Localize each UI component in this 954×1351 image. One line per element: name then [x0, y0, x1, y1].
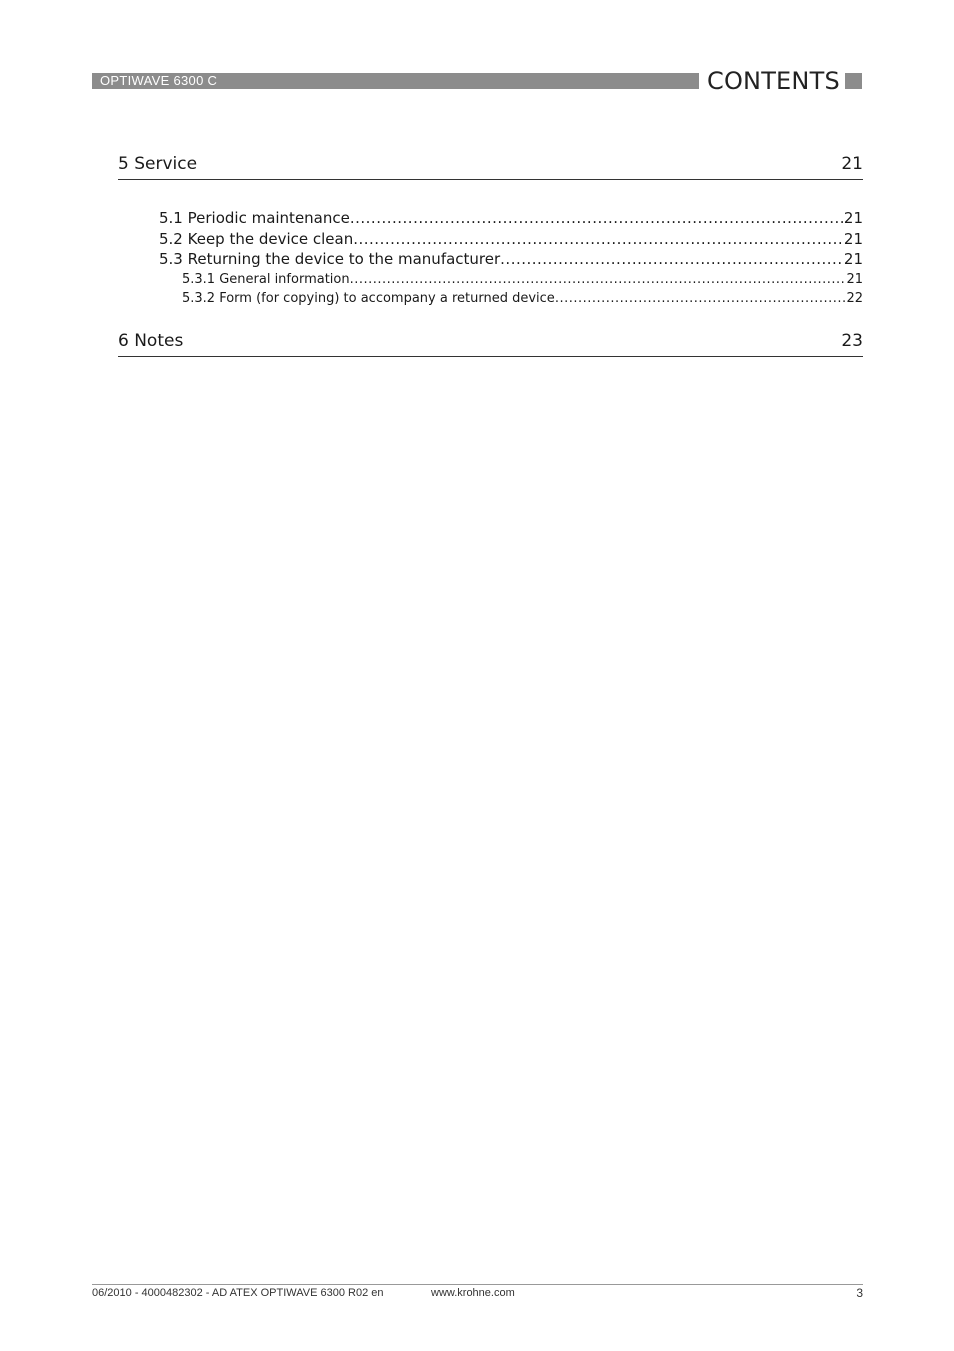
footer-website-link[interactable]: www.krohne.com: [431, 1287, 515, 1299]
header-square-marker: [845, 73, 862, 89]
toc-chapter-title: 6 Notes: [118, 331, 184, 351]
toc-entry-label: 5.1 Periodic maintenance: [159, 209, 350, 227]
dot-leader: [350, 271, 847, 289]
toc-chapter-page: 23: [841, 331, 863, 351]
toc-entry-5-3-1[interactable]: [182, 271, 863, 289]
toc-entry-label: 5.3.2 Form (for copying) to accompany a returned device: [182, 291, 555, 306]
toc-entry-label: 5.2 Keep the device clean: [159, 230, 354, 248]
toc-chapter-6[interactable]: [118, 330, 863, 357]
header-product-bar: [92, 73, 699, 89]
toc-chapter-title: 5 Service: [118, 154, 198, 174]
dot-leader: [500, 249, 844, 269]
header-section-title: CONTENTS: [707, 67, 840, 95]
toc-entry-5-1[interactable]: [159, 208, 863, 228]
footer-document-id: 06/2010 - 4000482302 - AD ATEX OPTIWAVE 6300 R02 en: [92, 1287, 384, 1299]
toc-entry-page: 22: [846, 291, 863, 306]
toc-entry-5-3-2[interactable]: [182, 290, 863, 308]
footer-divider: [92, 1284, 863, 1285]
toc-entry-page: 21: [843, 209, 863, 227]
dot-leader: [353, 229, 844, 249]
header-product-label: OPTIWAVE 6300 C: [100, 73, 218, 88]
toc-entry-label: 5.3.1 General information: [182, 272, 350, 287]
dot-leader: [555, 290, 847, 308]
toc-entry-label: 5.3 Returning the device to the manufacturer: [159, 250, 501, 268]
toc-chapter-page: 21: [841, 154, 863, 174]
toc-entry-5-2[interactable]: [159, 229, 863, 249]
toc-entry-page: 21: [846, 272, 863, 287]
toc-entry-page: 21: [843, 250, 863, 268]
dot-leader: [350, 208, 844, 228]
footer-page-number: 3: [856, 1286, 863, 1300]
toc-entry-page: 21: [843, 230, 863, 248]
toc-entry-5-3[interactable]: [159, 249, 863, 269]
toc-chapter-5[interactable]: [118, 153, 863, 180]
